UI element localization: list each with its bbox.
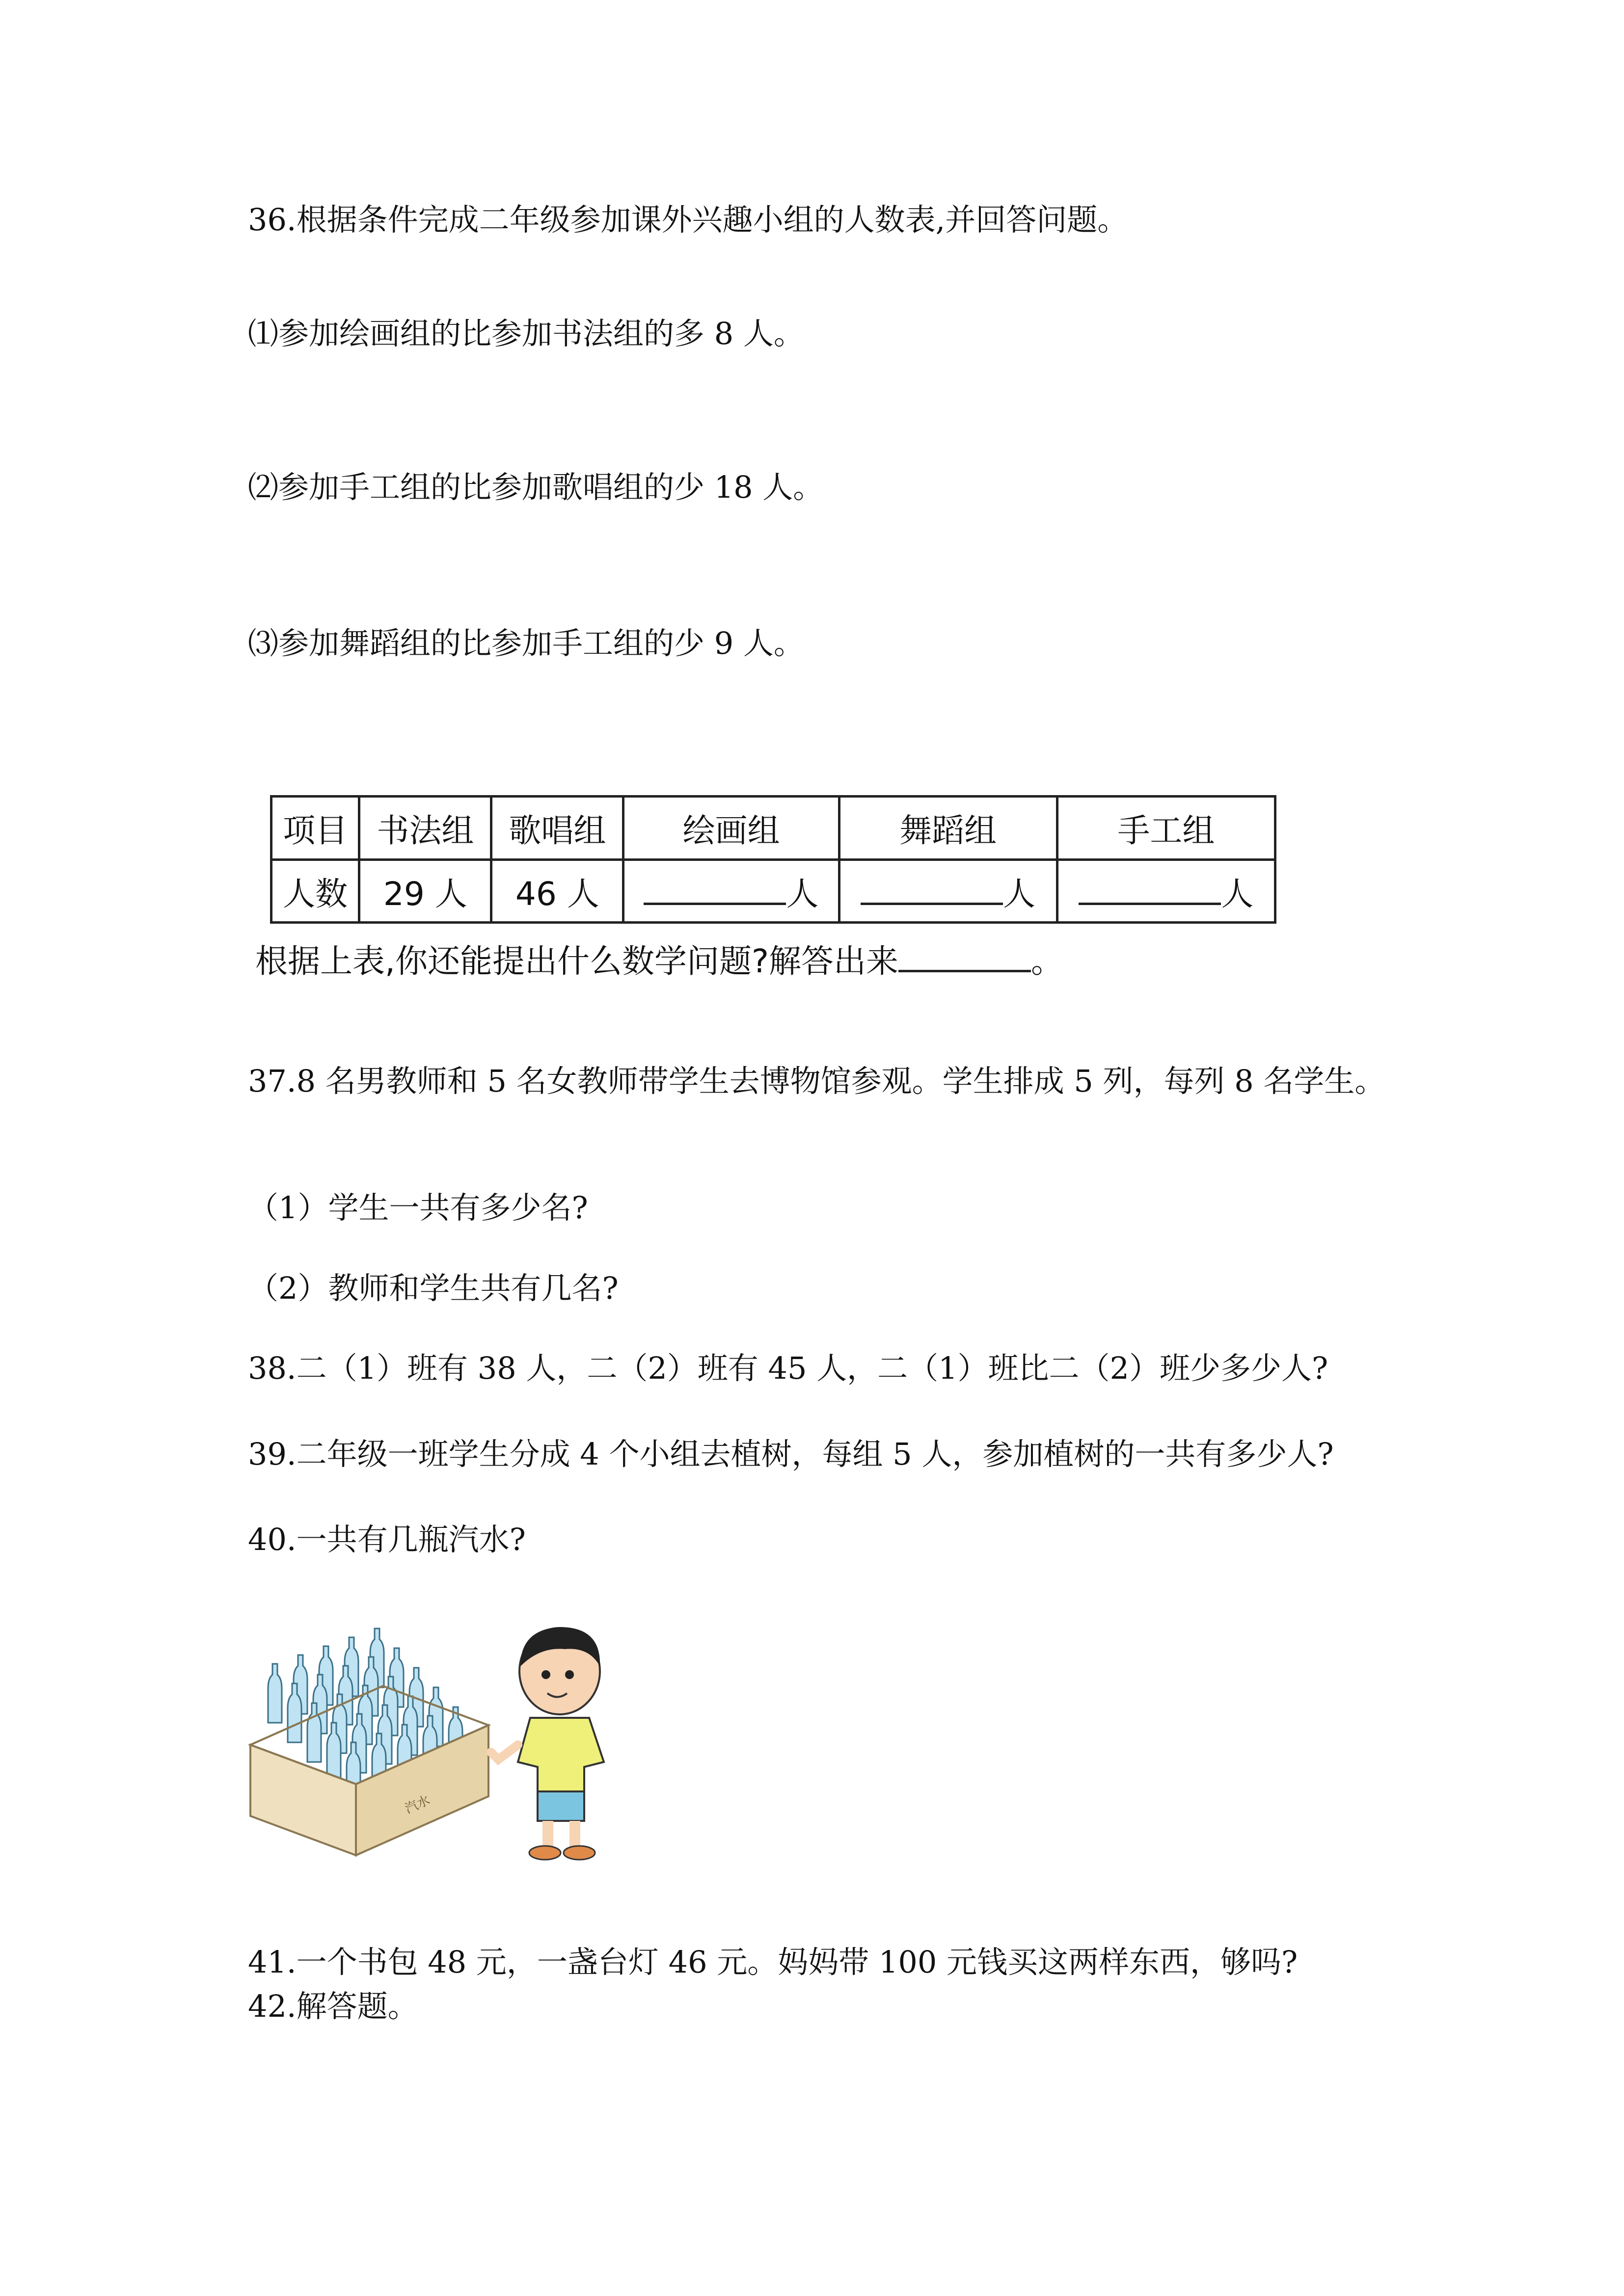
soda-crate-icon (250, 1629, 488, 1855)
count-calligraphy: 29 人 (359, 859, 491, 923)
header-item: 项目 (271, 797, 359, 860)
table-header-row (271, 797, 1275, 860)
count-handcraft[interactable]: 人 (1057, 859, 1275, 923)
answer-blank[interactable] (644, 873, 786, 905)
q37-part-2: （2）教师和学生共有几名? (248, 1270, 619, 1306)
q37-part-1: （1）学生一共有多少名? (248, 1190, 588, 1226)
header-painting: 绘画组 (623, 797, 839, 860)
header-dance: 舞蹈组 (839, 797, 1057, 860)
q37-title: 37.8 名男教师和 5 名女教师带学生去博物馆参观。学生排成 5 列，每列 8 名学生。 (248, 1063, 1385, 1099)
q39-text: 39.二年级一班学生分成 4 个小组去植树，每组 5 人，参加植树的一共有多少人? (248, 1436, 1334, 1472)
q41-text: 41.一个书包 48 元，一盏台灯 46 元。妈妈带 100 元钱买这两样东西，够吗? (248, 1944, 1298, 1980)
count-singing: 46 人 (491, 859, 623, 923)
q36-title: 36.根据条件完成二年级参加课外兴趣小组的人数表,并回答问题。 (248, 202, 1128, 238)
q42-text: 42.解答题。 (248, 1988, 418, 2024)
q36-condition-3: ⑶参加舞蹈组的比参加手工组的少 9 人。 (248, 625, 804, 661)
answer-blank[interactable] (898, 940, 1031, 972)
answer-blank[interactable] (1079, 873, 1221, 905)
bottle-icon (268, 1664, 282, 1723)
header-calligraphy: 书法组 (359, 797, 491, 860)
interest-group-table (270, 795, 1276, 924)
count-painting[interactable]: 人 (623, 859, 839, 923)
answer-blank[interactable] (861, 873, 1003, 905)
q38-text: 38.二（1）班有 38 人，二（2）班有 45 人，二（1）班比二（2）班少多少人? (248, 1350, 1328, 1386)
header-singing: 歌唱组 (491, 797, 623, 860)
table-count-row (271, 859, 1275, 923)
crate-label: 汽水 (403, 1792, 433, 1817)
header-handcraft: 手工组 (1057, 797, 1275, 860)
count-dance[interactable]: 人 (839, 859, 1057, 923)
boy-icon (491, 1627, 604, 1860)
soda-crate-boy-illustration (245, 1620, 648, 1875)
q40-title: 40.一共有几瓶汽水? (248, 1522, 526, 1557)
q36-condition-2: ⑵参加手工组的比参加歌唱组的少 18 人。 (248, 469, 824, 505)
row-label-count: 人数 (271, 859, 359, 923)
q36-condition-1: ⑴参加绘画组的比参加书法组的多 8 人。 (248, 316, 804, 351)
q36-followup: 根据上表,你还能提出什么数学问题?解答出来 。 (255, 935, 1063, 982)
